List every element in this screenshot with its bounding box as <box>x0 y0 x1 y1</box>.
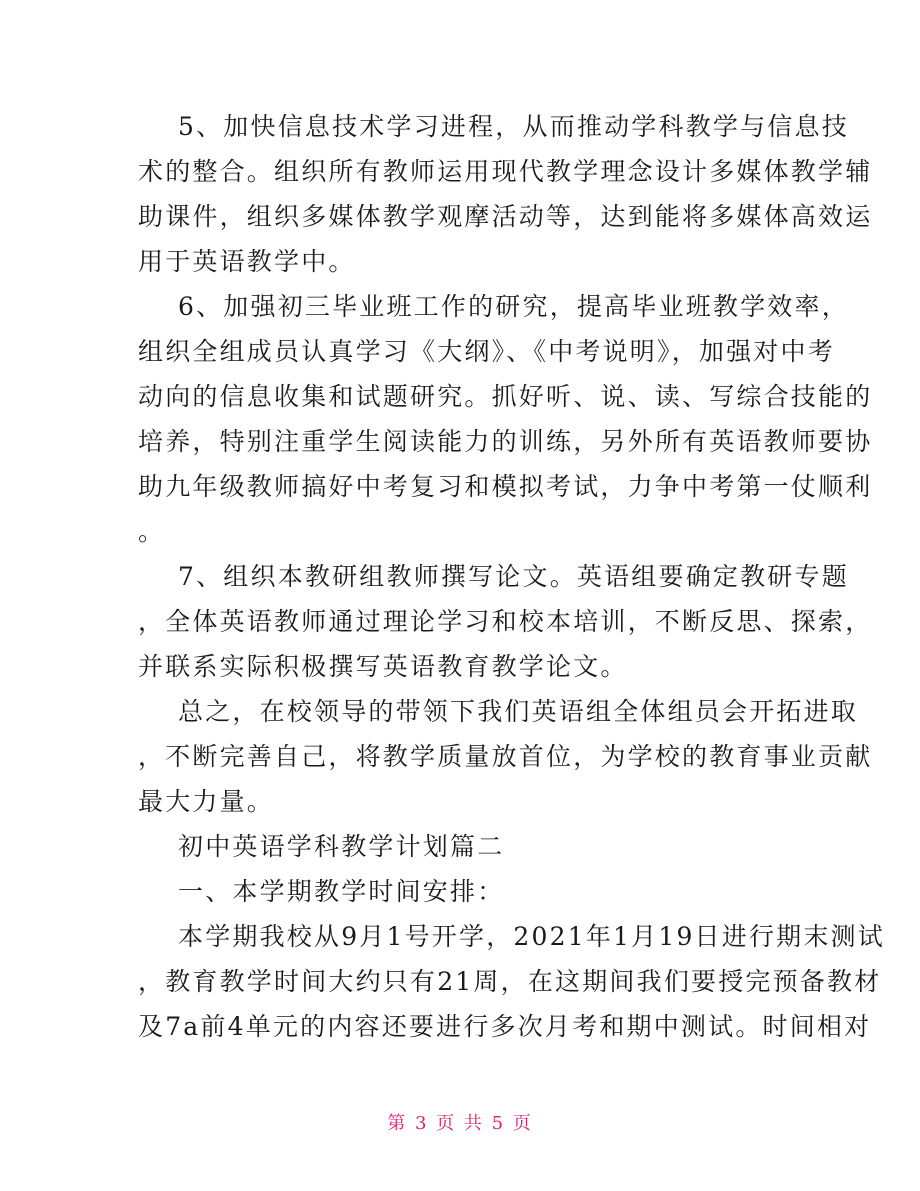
page-number-footer: 第 3 页 共 5 页 <box>387 1113 533 1134</box>
text-line: 术的整合。组织所有教师运用现代教学理念设计多媒体教学辅 <box>138 157 873 186</box>
text-line: 。 <box>138 517 166 546</box>
text-line: ，教育教学时间大约只有21周，在这期间我们要授完预备教材 <box>138 967 882 996</box>
text-line: 5、加快信息技术学习进程，从而推动学科教学与信息技 <box>178 112 849 141</box>
text-line: 总之，在校领导的带领下我们英语组全体组员会开拓进取 <box>178 697 859 726</box>
text-line: 培养，特别注重学生阅读能力的训练，另外所有英语教师要协 <box>138 427 873 456</box>
subsection-heading: 一、本学期教学时间安排： <box>178 877 505 906</box>
text-line: 助课件，组织多媒体教学观摩活动等，达到能将多媒体高效运 <box>138 202 873 231</box>
text-line: 本学期我校从9月1号开学，2021年1月19日进行期末测试 <box>178 922 885 951</box>
section-heading: 初中英语学科教学计划篇二 <box>178 832 505 861</box>
text-line: 及7a前4单元的内容还要进行多次月考和期中测试。时间相对 <box>138 1012 872 1041</box>
text-line: ，全体英语教师通过理论学习和校本培训，不断反思、探索， <box>138 607 873 636</box>
text-line: 用于英语教学中。 <box>138 247 356 276</box>
text-line: 动向的信息收集和试题研究。抓好听、说、读、写综合技能的 <box>138 382 873 411</box>
text-line: ，不断完善自己，将教学质量放首位，为学校的教育事业贡献 <box>138 742 873 771</box>
text-line: 最大力量。 <box>138 787 275 816</box>
text-line: 并联系实际积极撰写英语教育教学论文。 <box>138 652 628 681</box>
text-line: 7、组织本教研组教师撰写论文。英语组要确定教研专题 <box>178 562 849 591</box>
text-line: 组织全组成员认真学习《大纲》、《中考说明》，加强对中考 <box>138 337 835 366</box>
text-line: 6、加强初三毕业班工作的研究，提高毕业班教学效率， <box>178 292 849 321</box>
text-line: 助九年级教师搞好中考复习和模拟考试，力争中考第一仗顺利 <box>138 472 873 501</box>
